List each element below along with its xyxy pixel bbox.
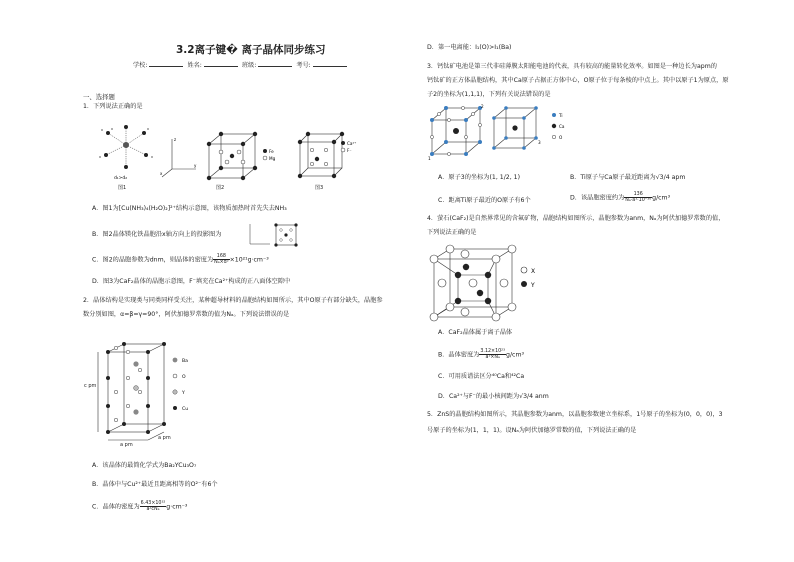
q4-option-b: B．晶体密度为 $\frac{\text{3.12×10²³}}{\text{a³×Nₐ}}$ g/cm³ [438,349,524,360]
q3-option-c: C．距离Ti原子最近的O原子有6个 [438,197,531,204]
school-field[interactable] [149,60,183,67]
student-info-line [133,60,349,70]
svg-text:2: 2 [481,104,484,109]
svg-text:Ca: Ca [559,124,565,129]
svg-text:y: y [194,163,197,168]
q4-option-c: C．可用质谱法区分⁴⁰Ca和⁴²Ca [438,373,525,380]
svg-text:Ba: Ba [182,359,188,364]
school-label: 学校: [133,62,148,69]
svg-text:Mg: Mg [269,156,276,161]
class-label: 班级: [241,62,257,69]
q2-a-label-2: a pm [158,435,171,441]
q2-stem-line1: 2．晶体结构是实现类与同类同样受关注，某种超导材料的晶胞结构如图所示，其中O原子有部分缺失，晶胞参 [83,297,383,304]
q3-option-d: D．该晶胞密度约为 $\frac{136}{\text{Nₐ·a³·10⁻³⁰}}$ g/cm³ [570,192,671,203]
svg-text:O: O [559,135,563,140]
q1-fig-label-1: 图1 [118,185,127,191]
q3-stem-line2: 钙钛矿的正方体晶胞结构，其中Ca原子占据正方体中心，O原子位于每条棱的中点上。其中以原子1为原点，原 [427,77,729,84]
q1-option-a: A．图1为[Cu(NH₃)₄(H₂O)₂]²⁺结构示意图，该物质加热时首先失去NH₃ [92,205,287,212]
q5-stem-line2: 号原子的坐标为(1，1，1)。设Nₐ为阿伏加德罗常数的值，下列说法正确的是 [427,427,637,434]
q1-figure-1 [96,125,156,183]
q1-fig3-legend [340,140,364,154]
q2-option-d: D．第一电离能：I₁(O)>I₁(Ba) [427,44,512,51]
q2-a-label-1: a pm [120,442,133,448]
q2-legend [172,357,202,417]
q1-fig-label-2: 图2 [216,185,225,191]
q3-stem-line1: 3．钙钛矿电池是第三代非硅薄膜太阳能电池的代表，具有较高的能量转化效率。如图是一种边长为apm的 [427,63,717,70]
svg-text:F⁻: F⁻ [347,148,352,153]
svg-text:1: 1 [428,156,431,161]
q1-fig-label-3: 图3 [315,185,324,191]
q3-option-b: B．Ti原子与Ca原子最近距离为√3/4 apm [570,174,686,181]
page-title: 3.2离子键� 离子晶体同步练习 [176,44,326,56]
q1-option-c: C．图2的晶胞参数为dnm，则晶体的密度为 $\frac{168}{\text{Nₐ×d³}}$ ×10²¹g·cm⁻³ [92,254,269,265]
svg-text:X: X [531,268,536,275]
q1-option-b: B．图2晶体镁化铁晶胞沿x轴方向上的投影图为 [92,231,222,238]
exam-no-field[interactable] [313,60,347,67]
q1-axes [160,135,200,179]
q5-stem-line1: 5．ZnS的晶胞结构如图所示，其晶胞参数为anm，以晶胞参数建立坐标系，1号原子的坐标为(0，0，0)，3 [427,411,723,418]
q4-legend [520,265,550,293]
section-heading: 一、选择题 [83,93,115,101]
exam-no-label: 考号: [296,62,311,69]
q4-option-a: A．CaF₂晶体属于离子晶体 [438,329,513,336]
class-field[interactable] [258,60,292,67]
q1-figure-3 [296,132,346,182]
svg-text:O: O [182,375,186,380]
q2-c-label: c pm [84,383,97,389]
q1-fig2-legend [262,148,284,162]
q4-stem-line2: 下列说法正确的是 [427,229,477,236]
svg-text:Y: Y [182,391,185,396]
q1-projection-figure [246,222,308,248]
q2-stem-line2: 数分别如图，α=β=γ=90°，阿伏加德罗常数的值为Nₐ。下列说法错误的是 [83,311,290,318]
q2-option-b: B．晶体中与Cu²⁺最近且距离相等的O²⁻有6个 [92,481,218,488]
svg-text:Y: Y [531,282,535,289]
q2-option-a: A．该晶体的最简化学式为Ba₂YCu₃O₇ [92,462,197,469]
q3-stem-line3: 子2的坐标为(1,1,1)，下列有关说法错误的是 [427,91,551,98]
q3-option-a: A．原子3的坐标为(1, 1/2, 1) [438,174,521,181]
q1-fig1-label: d₁>d₂ [114,176,128,181]
q1-stem: 1．下列说法正确的是 [83,103,143,110]
svg-text:Fe: Fe [269,149,274,154]
q4-fluorite-figure [428,245,520,321]
q4-option-d: D．Ca²⁺与F⁻的最小核间距为√3/4 anm [438,393,549,400]
name-label: 姓名: [187,62,202,69]
q1-option-d: D．图3为CaF₂晶体的晶胞示意图，F⁻填充在Ca²⁺构成的正八面体空隙中 [92,278,291,285]
q1-figure-2 [205,132,261,184]
svg-text:Cu: Cu [182,407,189,412]
svg-text:x: x [160,171,163,176]
svg-text:Ti: Ti [559,113,563,118]
svg-text:3: 3 [538,140,541,145]
q3-crystal-figure-2 [490,104,552,154]
q2-option-c: C．晶体的密度为 $\frac{\text{6.43×10³²}}{\text{a²cNₐ}}$ g·cm⁻³ [92,501,188,512]
q3-legend [551,112,577,146]
name-field[interactable] [204,60,238,67]
svg-text:Ca²⁺: Ca²⁺ [347,141,357,146]
q4-stem-line1: 4．萤石(CaF₂)是自然界常见的含氟矿物，晶胞结构如图所示，晶胞参数为anm，Nₐ为阿伏加德罗常数的值， [427,215,725,222]
q3-crystal-figure [428,104,486,164]
svg-text:z: z [174,137,177,142]
